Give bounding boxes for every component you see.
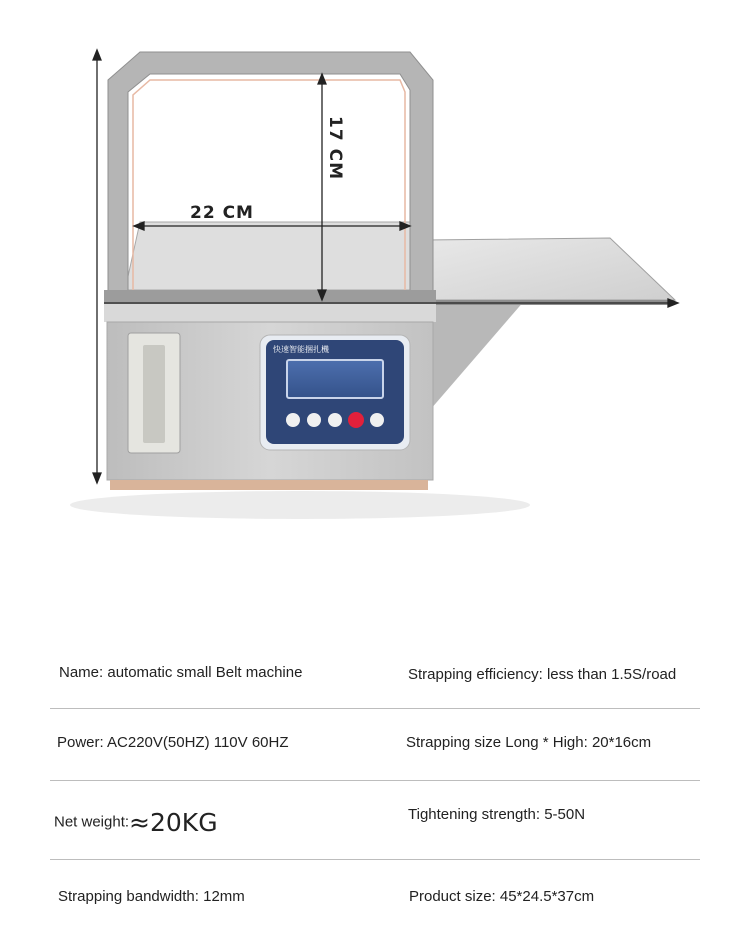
work-table [125, 222, 430, 290]
side-handle-grip [143, 345, 165, 443]
spec-efficiency: Strapping efficiency: less than 1.5S/road [408, 666, 677, 683]
panel-button-3 [328, 413, 342, 427]
divider [50, 780, 700, 781]
spec-net-weight-value: ≈20KG [129, 808, 218, 837]
spec-row [0, 734, 750, 774]
table-support [430, 300, 525, 410]
extension-table [425, 238, 675, 300]
width-dimension-label: 22 CM [190, 203, 254, 223]
spec-bandwidth: Strapping bandwidth: 12mm [58, 888, 245, 905]
spec-tightening: Tightening strength: 5-50N [408, 806, 586, 823]
spec-row [0, 664, 750, 704]
floor-shadow [70, 491, 530, 519]
spec-strapping-size: Strapping size Long * High: 20*16cm [406, 734, 652, 751]
panel-button-2 [307, 413, 321, 427]
panel-title: 快速智能捆扎機 [273, 345, 329, 354]
top-plate-front [104, 304, 436, 322]
panel-button-5 [370, 413, 384, 427]
spec-row [0, 888, 750, 928]
panel-button-1 [286, 413, 300, 427]
panel-button-red [348, 412, 364, 428]
spec-power: Power: AC220V(50HZ) 110V 60HZ [57, 734, 289, 751]
height-dimension-label: 17 CM [324, 116, 345, 180]
top-plate [104, 290, 436, 304]
divider [50, 708, 700, 709]
lcd-screen [287, 360, 383, 398]
spec-product-size: Product size: 45*24.5*37cm [409, 888, 595, 905]
spec-net-weight-label: Net weight: [54, 813, 130, 831]
spec-net-weight [54, 808, 218, 837]
divider [50, 859, 700, 860]
machine-base [110, 480, 428, 490]
spec-row [0, 800, 750, 840]
spec-name: Name: automatic small Belt machine [59, 664, 303, 681]
